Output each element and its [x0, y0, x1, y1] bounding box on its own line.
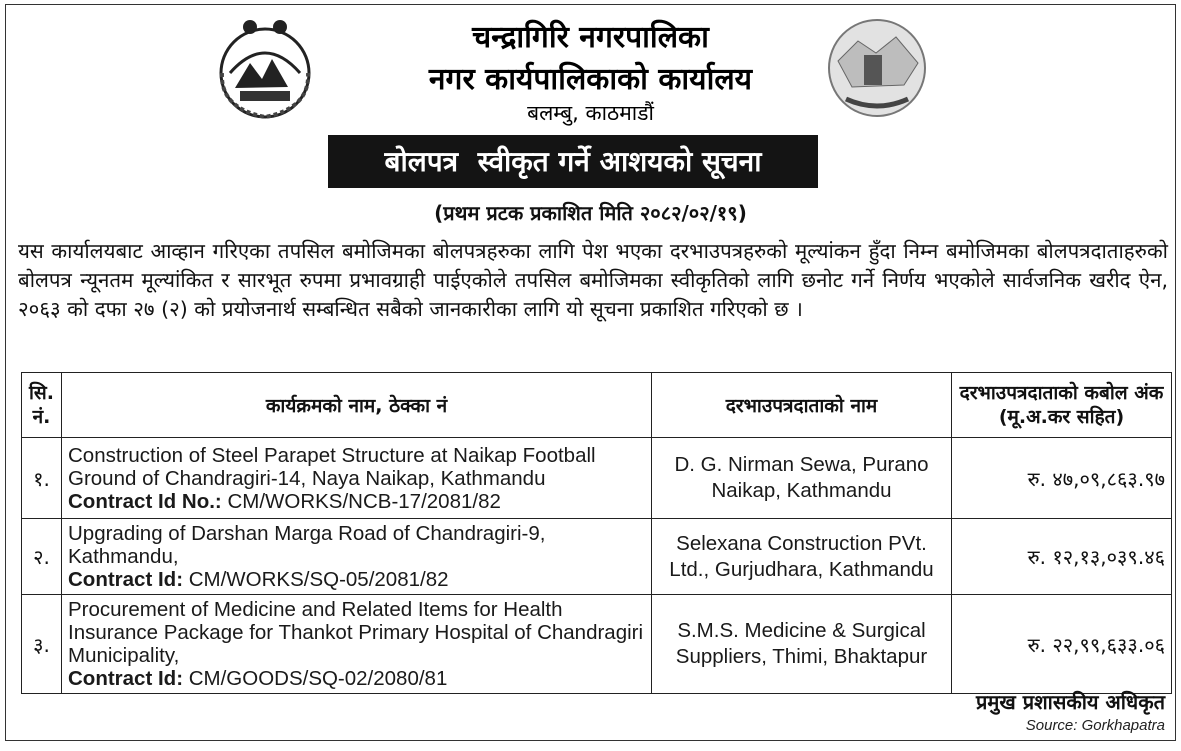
municipality-name: चन्द्रागिरि नगरपालिका: [472, 20, 709, 55]
row-amount: रु. १२,१३,०३९.४६: [952, 519, 1172, 595]
contract-id: CM/WORKS/SQ-05/2081/82: [183, 568, 449, 591]
contract-label: Contract Id No.:: [68, 489, 222, 513]
row-work: Upgrading of Darshan Marga Road of Chandragiri-9, Kathmandu, Contract Id: CM/WORKS/SQ-05/2081/82: [62, 519, 652, 595]
publication-date: (प्रथम प्रटक प्रकाशित मिति २०८२/०२/१९): [434, 201, 747, 225]
bid-table: [21, 372, 1172, 694]
contract-id: CM/GOODS/SQ-02/2080/81: [183, 667, 448, 690]
row-amount: रु. २२,९९,६३३.०६: [952, 595, 1172, 694]
header-bidder: दरभाउपत्रदाताको नाम: [652, 373, 952, 438]
row-sn: ३.: [22, 595, 62, 694]
table-header-row: [22, 373, 1172, 438]
source-credit: Source: Gorkhapatra: [1025, 717, 1165, 734]
row-work: Construction of Steel Parapet Structure at Naikap Football Ground of Chandragiri-14, Naya Naikap, Kathmandu Contract Id No.: CM/WORKS/NCB-17/2081/82: [62, 438, 652, 519]
row-work: Procurement of Medicine and Related Items for Health Insurance Package for Thankot Primary Hospital of Chandragiri Municipality, Contract Id: CM/GOODS/SQ-02/2080/81: [62, 595, 652, 694]
contract-label: Contract Id:: [68, 667, 184, 690]
notice-page: [5, 4, 1176, 741]
table-row: [22, 438, 1172, 519]
table-row: [22, 595, 1172, 694]
header-amount: दरभाउपत्रदाताको कबोल अंक (मू.अ.कर सहित): [952, 373, 1172, 438]
row-bidder: D. G. Nirman Sewa, Purano Naikap, Kathmandu: [652, 438, 952, 519]
notice-title: बोलपत्र स्वीकृत गर्ने आशयको सूचना: [328, 135, 818, 188]
header-sn: सि. नं.: [22, 373, 62, 438]
notice-body: यस कार्यालयबाट आव्हान गरिएका तपसिल बमोजिमका बोलपत्रहरुका लागि पेश भएका दरभाउपत्रहरुको मूल्यांकन हुँदा निम्न बमोजिमका बोलपत्रदाताहरुको बोलपत्र न्यूनतम मूल्यांकित र सारभूत रुपमा प्रभावग्राही पाईएकोले तपसिल बमोजिमका स्वीकृतिको लागि छनोट गर्ने निर्णय भएकोले सार्वजनिक खरीद ऐन, २०६३ को दफा २७ (२) को प्रयोजनार्थ सम्बन्धित सबैको जानकारीका लागि यो सूचना प्रकाशित गरिएको छ ।: [18, 239, 1168, 321]
signature-designation: प्रमुख प्रशासकीय अधिकृत: [976, 690, 1165, 714]
contract-id: CM/WORKS/NCB-17/2081/82: [221, 489, 501, 513]
row-bidder: S.M.S. Medicine & Surgical Suppliers, Thimi, Bhaktapur: [652, 595, 952, 694]
contract-label: Contract Id:: [68, 568, 184, 591]
office-address: बलम्बु, काठमाडौं: [527, 101, 654, 125]
row-sn: २.: [22, 519, 62, 595]
row-sn: १.: [22, 438, 62, 519]
header-work: कार्यक्रमको नाम, ठेक्का नं: [62, 373, 652, 438]
office-name: नगर कार्यपालिकाको कार्यालय: [428, 62, 753, 97]
table-row: [22, 519, 1172, 595]
row-bidder: Selexana Construction PVt. Ltd., Gurjudhara, Kathmandu: [652, 519, 952, 595]
row-amount: रु. ४७,०९,८६३.९७: [952, 438, 1172, 519]
